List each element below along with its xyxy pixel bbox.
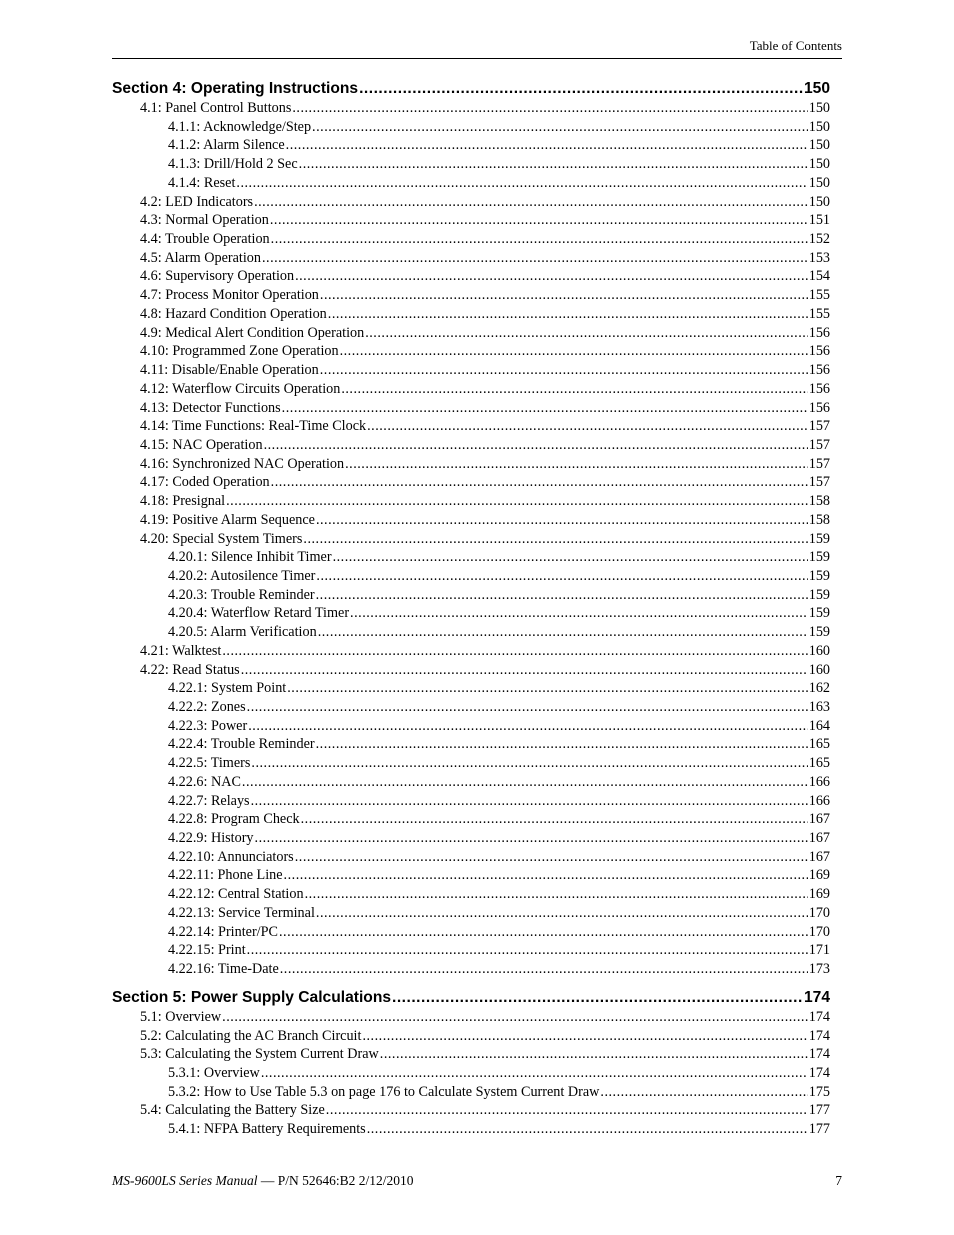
toc-entry-title: 4.20.3: Trouble Reminder <box>168 586 315 603</box>
toc-entry-page: 154 <box>808 268 830 285</box>
toc-entry[interactable] <box>112 267 830 286</box>
toc-entry[interactable] <box>112 810 830 829</box>
toc-dot-leader <box>299 157 808 171</box>
toc-entry-page: 166 <box>808 792 830 809</box>
toc-dot-leader <box>222 1010 808 1024</box>
toc-dot-leader <box>270 213 808 227</box>
toc-entry[interactable] <box>112 361 830 380</box>
toc-entry-page: 165 <box>808 736 830 753</box>
toc-entry[interactable] <box>112 1008 830 1027</box>
toc-dot-leader <box>236 176 807 190</box>
toc-entry-page: 150 <box>808 174 830 191</box>
toc-dot-leader <box>365 326 808 340</box>
toc-entry-page: 159 <box>808 567 830 584</box>
toc-entry-page: 171 <box>808 942 830 959</box>
toc-entry-title: 4.9: Medical Alert Condition Operation <box>140 324 365 341</box>
toc-entry[interactable] <box>112 136 830 155</box>
toc-entry[interactable] <box>112 211 830 230</box>
toc-dot-leader <box>362 1029 807 1043</box>
toc-dot-leader <box>247 943 808 957</box>
toc-entry-page: 150 <box>808 193 830 210</box>
toc-entry-page: 157 <box>808 436 830 453</box>
toc-entry-page: 174 <box>808 1008 830 1025</box>
toc-entry-title: 4.22.10: Annunciators <box>168 848 294 865</box>
toc-entry-title: 4.16: Synchronized NAC Operation <box>140 455 345 472</box>
toc-dot-leader <box>247 700 808 714</box>
toc-section-entry[interactable] <box>112 79 830 99</box>
toc-dot-leader <box>320 363 808 377</box>
toc-dot-leader <box>305 887 808 901</box>
toc-dot-leader <box>279 925 808 939</box>
toc-entry-title: 5.1: Overview <box>140 1008 222 1025</box>
toc-entry-title: 4.1.1: Acknowledge/Step <box>168 118 312 135</box>
toc-dot-leader <box>318 625 808 639</box>
toc-entry[interactable] <box>112 548 830 567</box>
toc-entry[interactable] <box>112 455 830 474</box>
toc-entry-page: 150 <box>808 156 830 173</box>
running-header: Table of Contents <box>749 38 842 53</box>
toc-entry-page: 156 <box>808 362 830 379</box>
footer-part-number: P/N 52646:B2 2/12/2010 <box>277 1173 414 1188</box>
toc-entry-page: 175 <box>808 1083 830 1100</box>
toc-entry[interactable] <box>112 567 830 586</box>
toc-entry-title: 4.22.2: Zones <box>168 699 246 715</box>
toc-entry-page: 157 <box>808 474 830 491</box>
toc-entry-page: 158 <box>808 493 830 510</box>
toc-dot-leader <box>316 513 808 527</box>
toc-entry-page: 170 <box>808 904 830 921</box>
toc-dot-leader <box>333 550 808 564</box>
toc-entry-title: 4.17: Coded Operation <box>140 474 270 491</box>
footer-page-number: 7 <box>835 1173 842 1188</box>
toc-entry-title: 4.15: NAC Operation <box>140 436 263 453</box>
toc-entry-page: 156 <box>808 399 830 416</box>
toc-entry[interactable] <box>112 230 830 249</box>
toc-entry-page: 169 <box>808 867 830 884</box>
toc-dot-leader <box>282 401 808 415</box>
toc-entry-page: 160 <box>808 642 830 659</box>
toc-entry-title: 4.1: Panel Control Buttons <box>140 100 292 116</box>
toc-entry-title: 4.20.4: Waterflow Retard Timer <box>168 605 350 622</box>
toc-entry-page: 151 <box>808 212 830 229</box>
toc-entry-title: 4.5: Alarm Operation <box>140 249 261 266</box>
toc-entry-page: 150 <box>808 118 830 135</box>
toc-entry-title: 4.22.8: Program Check <box>168 811 300 828</box>
toc-dot-leader <box>367 419 808 433</box>
toc-entry[interactable] <box>112 342 830 361</box>
toc-dot-leader <box>295 269 808 283</box>
toc-entry[interactable] <box>112 511 830 530</box>
toc-entry[interactable] <box>112 1027 830 1046</box>
toc-entry-title: 4.18: Presignal <box>140 493 226 510</box>
toc-entry-title: 4.6: Supervisory Operation <box>140 268 295 285</box>
toc-dot-leader <box>287 681 807 695</box>
toc-dot-leader <box>316 906 808 920</box>
toc-entry-page: 152 <box>808 231 830 248</box>
toc-entry-title: 4.4: Trouble Operation <box>140 231 270 248</box>
toc-dot-leader <box>316 588 808 602</box>
toc-entry-title: 4.1.4: Reset <box>168 174 236 191</box>
toc-dot-leader <box>340 344 808 358</box>
toc-entry-title: 4.10: Programmed Zone Operation <box>140 343 339 360</box>
toc-entry[interactable] <box>112 1101 830 1120</box>
toc-entry-page: 159 <box>808 586 830 603</box>
toc-dot-leader <box>380 1047 808 1061</box>
footer-manual-info <box>112 1173 414 1189</box>
toc-entry-page: 159 <box>808 624 830 641</box>
toc-entry-title: 4.22.9: History <box>168 830 254 847</box>
toc-entry[interactable] <box>112 941 830 960</box>
toc-entry-title: 5.2: Calculating the AC Branch Circuit <box>140 1027 362 1044</box>
toc-entry[interactable] <box>112 1083 830 1102</box>
toc-entry[interactable] <box>112 1064 830 1083</box>
toc-entry-title: 5.4: Calculating the Battery Size <box>140 1102 325 1119</box>
toc-entry[interactable] <box>112 661 830 680</box>
toc-entry-page: 159 <box>808 530 830 547</box>
toc-entry-title: 4.22.16: Time-Date <box>168 961 279 978</box>
toc-entry-page: 177 <box>808 1102 830 1119</box>
toc-entry-title: 4.13: Detector Functions <box>140 399 281 416</box>
toc-entry[interactable] <box>112 193 830 212</box>
toc-section-entry[interactable] <box>112 988 830 1008</box>
toc-entry-title: 4.1.3: Drill/Hold 2 Sec <box>168 156 298 173</box>
toc-entry[interactable] <box>112 155 830 174</box>
toc-entry-page: 170 <box>808 923 830 940</box>
toc-entry-page: 174 <box>808 1064 830 1081</box>
toc-entry-page: 153 <box>808 249 830 266</box>
toc-entry-page: 163 <box>808 699 830 715</box>
toc-entry[interactable] <box>112 698 830 717</box>
toc-entry-page: 159 <box>808 605 830 622</box>
table-of-contents <box>112 79 830 1139</box>
toc-dot-leader <box>316 737 808 751</box>
toc-entry[interactable] <box>112 735 830 754</box>
toc-entry-page: 150 <box>808 137 830 154</box>
toc-dot-leader <box>271 475 808 489</box>
toc-dot-leader <box>359 81 803 97</box>
toc-entry[interactable] <box>112 623 830 642</box>
toc-entry-title: Section 4: Operating Instructions <box>112 80 359 97</box>
toc-entry[interactable] <box>112 436 830 455</box>
toc-entry-title: 4.22.12: Central Station <box>168 886 304 903</box>
toc-entry-page: 174 <box>803 988 830 1006</box>
toc-dot-leader <box>254 195 808 209</box>
toc-entry[interactable] <box>112 174 830 193</box>
toc-entry-page: 166 <box>808 773 830 790</box>
toc-entry[interactable] <box>112 792 830 811</box>
toc-dot-leader <box>301 812 808 826</box>
toc-entry[interactable] <box>112 885 830 904</box>
toc-dot-leader <box>316 569 807 583</box>
toc-entry-title: 5.3.1: Overview <box>168 1064 260 1081</box>
toc-entry[interactable] <box>112 960 830 979</box>
toc-dot-leader <box>320 288 808 302</box>
toc-entry-page: 158 <box>808 511 830 528</box>
toc-entry-page: 157 <box>808 418 830 435</box>
toc-entry[interactable] <box>112 586 830 605</box>
toc-entry-title: 5.3: Calculating the System Current Draw <box>140 1046 379 1063</box>
toc-entry-title: 4.22.13: Service Terminal <box>168 904 315 921</box>
toc-dot-leader <box>303 532 807 546</box>
toc-entry[interactable] <box>112 417 830 436</box>
toc-entry-title: 4.14: Time Functions: Real-Time Clock <box>140 418 367 435</box>
toc-entry-title: 4.20.1: Silence Inhibit Timer <box>168 549 332 566</box>
toc-entry[interactable] <box>112 473 830 492</box>
toc-entry[interactable] <box>112 492 830 511</box>
toc-entry[interactable] <box>112 324 830 343</box>
toc-entry[interactable] <box>112 249 830 268</box>
toc-entry[interactable] <box>112 604 830 623</box>
toc-entry-page: 169 <box>808 886 830 903</box>
toc-entry[interactable] <box>112 829 830 848</box>
toc-entry-page: 177 <box>808 1121 830 1138</box>
footer-manual-title: MS-9600LS Series Manual <box>112 1173 258 1188</box>
toc-entry[interactable] <box>112 399 830 418</box>
toc-entry-page: 156 <box>808 343 830 360</box>
toc-dot-leader <box>345 457 808 471</box>
toc-entry[interactable] <box>112 1120 830 1139</box>
toc-entry-page: 173 <box>808 961 830 978</box>
toc-dot-leader <box>295 850 808 864</box>
toc-entry-title: 4.7: Process Monitor Operation <box>140 287 319 304</box>
toc-dot-leader <box>392 990 803 1006</box>
toc-entry-title: 4.22.3: Power <box>168 717 248 734</box>
toc-dot-leader <box>271 232 808 246</box>
toc-dot-leader <box>242 775 808 789</box>
toc-entry-page: 155 <box>808 287 830 304</box>
toc-entry-page: 156 <box>808 380 830 397</box>
toc-dot-leader <box>326 1103 808 1117</box>
toc-entry-title: 4.20.2: Autosilence Timer <box>168 567 316 584</box>
toc-entry-page: 162 <box>808 680 830 697</box>
toc-entry-page: 150 <box>803 80 830 97</box>
toc-entry[interactable] <box>112 679 830 698</box>
toc-dot-leader <box>292 101 807 115</box>
toc-entry-title: 4.22.11: Phone Line <box>168 867 283 884</box>
toc-entry-title: 4.20.5: Alarm Verification <box>168 624 317 641</box>
toc-entry[interactable] <box>112 286 830 305</box>
toc-entry-title: 4.22.4: Trouble Reminder <box>168 736 315 753</box>
toc-entry-title: 4.3: Normal Operation <box>140 212 269 229</box>
toc-entry-title: 4.1.2: Alarm Silence <box>168 137 285 154</box>
toc-entry-page: 165 <box>808 755 830 772</box>
toc-entry[interactable] <box>112 904 830 923</box>
toc-dot-leader <box>222 644 807 658</box>
toc-dot-leader <box>264 438 808 452</box>
toc-entry[interactable] <box>112 923 830 942</box>
toc-entry-page: 157 <box>808 455 830 472</box>
toc-entry-title: 4.11: Disable/Enable Operation <box>140 362 319 379</box>
toc-entry[interactable] <box>112 642 830 661</box>
toc-dot-leader <box>261 1066 808 1080</box>
toc-entry-title: 4.20: Special System Timers <box>140 530 303 547</box>
toc-dot-leader <box>286 138 808 152</box>
toc-entry-title: 4.8: Hazard Condition Operation <box>140 305 327 322</box>
toc-entry-title: 4.22.1: System Point <box>168 680 287 697</box>
toc-entry-title: 4.19: Positive Alarm Sequence <box>140 511 315 528</box>
toc-dot-leader <box>280 962 808 976</box>
toc-entry[interactable] <box>112 754 830 773</box>
toc-dot-leader <box>284 868 808 882</box>
toc-dot-leader <box>255 831 808 845</box>
toc-entry-title: 4.22: Read Status <box>140 661 240 678</box>
toc-entry-title: 4.2: LED Indicators <box>140 193 254 210</box>
toc-entry-title: 4.22.6: NAC <box>168 773 241 790</box>
toc-dot-leader <box>262 251 808 265</box>
toc-entry[interactable] <box>112 380 830 399</box>
toc-entry-page: 174 <box>808 1046 830 1063</box>
toc-entry-title: 4.22.14: Printer/PC <box>168 923 278 940</box>
toc-entry-page: 167 <box>808 830 830 847</box>
toc-dot-leader <box>341 382 807 396</box>
toc-entry-title: 5.4.1: NFPA Battery Requirements <box>168 1121 366 1138</box>
toc-dot-leader <box>328 307 808 321</box>
header-divider <box>112 58 842 59</box>
toc-entry-page: 174 <box>808 1027 830 1044</box>
toc-entry-page: 167 <box>808 848 830 865</box>
toc-dot-leader <box>251 794 808 808</box>
toc-entry-title: 4.22.15: Print <box>168 942 246 959</box>
toc-entry[interactable] <box>112 99 830 118</box>
toc-entry-page: 164 <box>808 717 830 734</box>
toc-dot-leader <box>251 756 807 770</box>
toc-entry[interactable] <box>112 530 830 549</box>
toc-dot-leader <box>312 120 808 134</box>
toc-entry[interactable] <box>112 717 830 736</box>
toc-entry[interactable] <box>112 773 830 792</box>
toc-dot-leader <box>367 1122 808 1136</box>
toc-entry-page: 155 <box>808 305 830 322</box>
toc-entry[interactable] <box>112 305 830 324</box>
toc-entry-title: 4.22.7: Relays <box>168 792 250 809</box>
toc-dot-leader <box>600 1085 807 1099</box>
toc-entry-page: 156 <box>808 324 830 341</box>
toc-entry[interactable] <box>112 866 830 885</box>
toc-entry-title: 4.12: Waterflow Circuits Operation <box>140 380 341 397</box>
toc-dot-leader <box>226 494 808 508</box>
toc-entry-page: 159 <box>808 549 830 566</box>
toc-entry-title: 4.22.5: Timers <box>168 755 251 772</box>
toc-entry-page: 160 <box>808 661 830 678</box>
toc-dot-leader <box>248 719 808 733</box>
toc-entry[interactable] <box>112 1045 830 1064</box>
toc-entry-title: 5.3.2: How to Use Table 5.3 on page 176 to Calculate System Current Draw <box>168 1083 600 1100</box>
toc-entry-page: 150 <box>808 100 830 116</box>
footer-separator: — <box>257 1173 278 1188</box>
toc-entry[interactable] <box>112 848 830 867</box>
toc-entry-page: 167 <box>808 811 830 828</box>
toc-dot-leader <box>350 606 808 620</box>
toc-entry-title: 4.21: Walktest <box>140 642 222 659</box>
toc-entry[interactable] <box>112 118 830 137</box>
toc-dot-leader <box>241 663 808 677</box>
toc-entry-title: Section 5: Power Supply Calculations <box>112 988 392 1006</box>
